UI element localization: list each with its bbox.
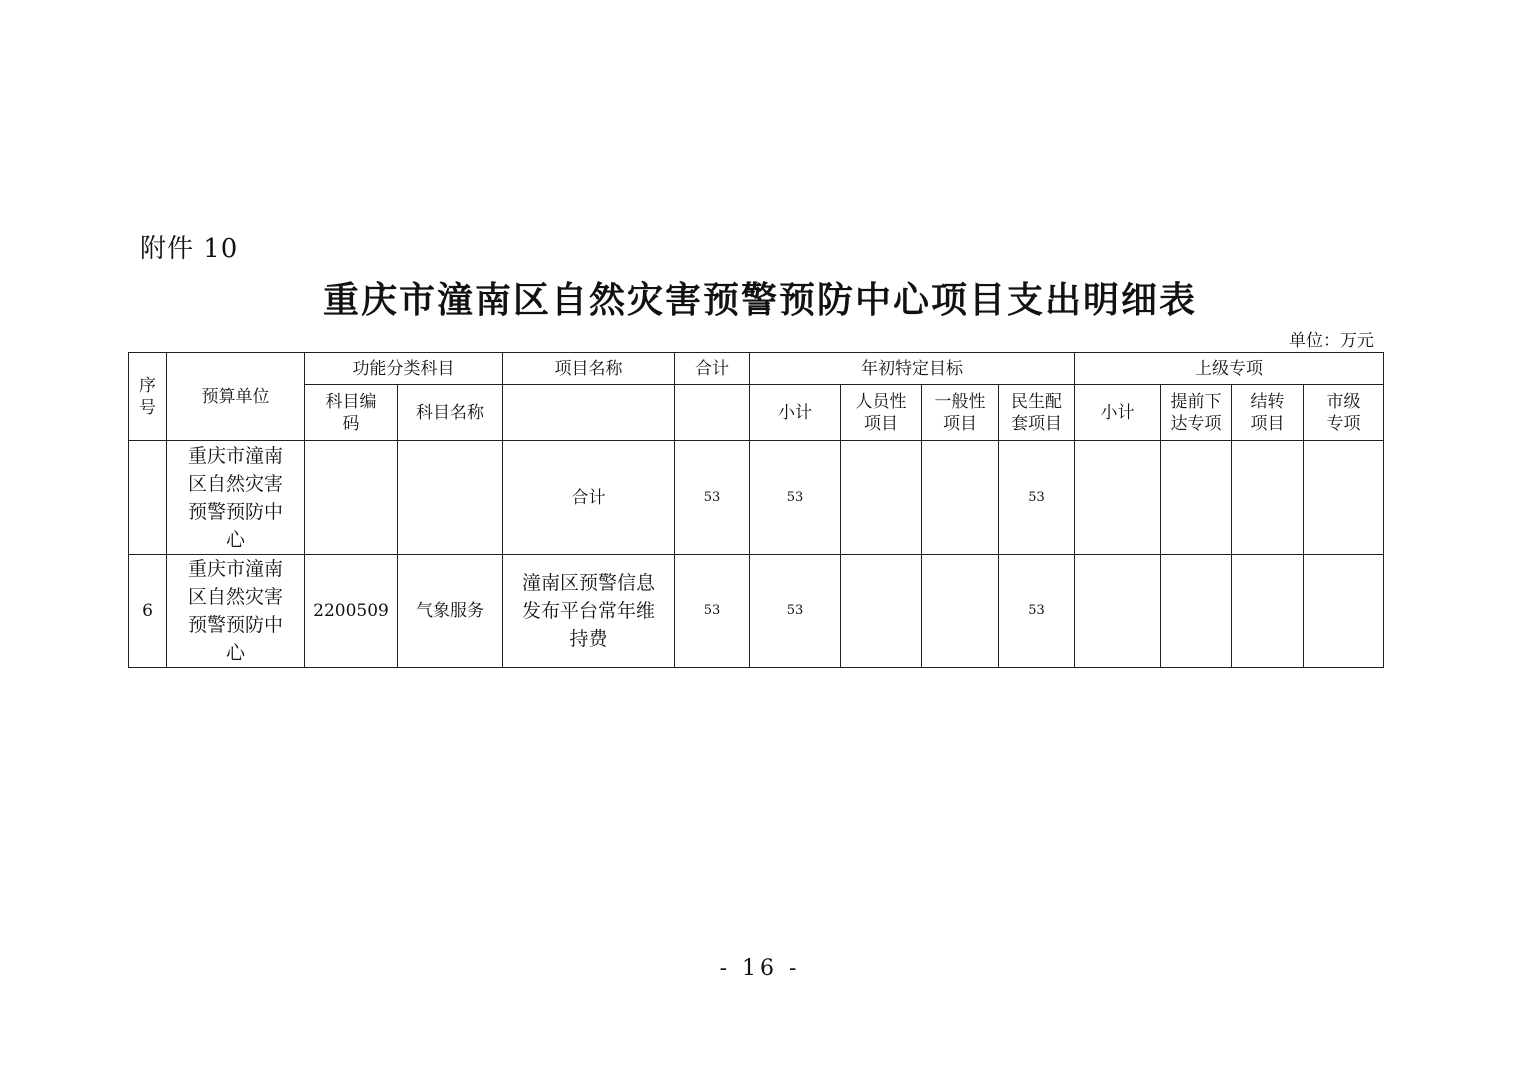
cell-carryover: [1232, 555, 1304, 668]
cell-sup-subtotal: [1075, 555, 1161, 668]
cell-subject-name: 气象服务: [398, 555, 503, 668]
header-project-blank: [503, 385, 675, 441]
cell-city: [1304, 555, 1384, 668]
header-total: 合计: [675, 353, 750, 385]
cell-subtotal: 53: [750, 555, 841, 668]
table-row: [129, 555, 1384, 668]
cell-general: [922, 441, 999, 555]
header-subtotal: 小计: [750, 385, 841, 441]
cell-city: [1304, 441, 1384, 555]
cell-carryover: [1232, 441, 1304, 555]
header-project-name: 项目名称: [503, 353, 675, 385]
header-advance: 提前下达专项: [1161, 385, 1232, 441]
cell-seq: [129, 441, 167, 555]
header-row-2: [129, 385, 1384, 441]
header-seq: 序号: [129, 353, 167, 441]
header-subject-code: 科目编码: [305, 385, 398, 441]
header-city: 市级专项: [1304, 385, 1384, 441]
cell-subject-code: 2200509: [305, 555, 398, 668]
page-title: 重庆市潼南区自然灾害预警预防中心项目支出明细表: [322, 280, 1197, 321]
attachment-label: 附件 10: [140, 234, 239, 264]
table-row: [129, 441, 1384, 555]
cell-personnel: [841, 555, 922, 668]
cell-general: [922, 555, 999, 668]
header-subject-name: 科目名称: [398, 385, 503, 441]
cell-total: 53: [675, 555, 750, 668]
cell-sup-subtotal: [1075, 441, 1161, 555]
cell-budget-unit: 重庆市潼南区自然灾害预警预防中心: [167, 555, 305, 668]
cell-project-name: 合计: [503, 441, 675, 555]
header-carryover: 结转项目: [1232, 385, 1304, 441]
page-number: - 16 -: [719, 956, 801, 981]
header-func-subject: 功能分类科目: [305, 353, 503, 385]
cell-budget-unit: 重庆市潼南区自然灾害预警预防中心: [167, 441, 305, 555]
cell-seq: 6: [129, 555, 167, 668]
header-sup-subtotal: 小计: [1075, 385, 1161, 441]
cell-advance: [1161, 555, 1232, 668]
cell-advance: [1161, 441, 1232, 555]
header-personnel: 人员性项目: [841, 385, 922, 441]
header-annual-target: 年初特定目标: [750, 353, 1075, 385]
header-total-blank: [675, 385, 750, 441]
cell-subtotal: 53: [750, 441, 841, 555]
unit-label: 单位：万元: [1289, 331, 1374, 351]
header-budget-unit: 预算单位: [167, 353, 305, 441]
cell-personnel: [841, 441, 922, 555]
cell-subject-name: [398, 441, 503, 555]
cell-project-name: 潼南区预警信息发布平台常年维持费: [503, 555, 675, 668]
cell-total: 53: [675, 441, 750, 555]
header-general: 一般性项目: [922, 385, 999, 441]
header-row-1: [129, 353, 1384, 385]
cell-subject-code: [305, 441, 398, 555]
cell-livelihood: 53: [999, 441, 1075, 555]
cell-livelihood: 53: [999, 555, 1075, 668]
header-livelihood: 民生配套项目: [999, 385, 1075, 441]
header-superior-special: 上级专项: [1075, 353, 1384, 385]
expenditure-table: [128, 352, 1384, 668]
